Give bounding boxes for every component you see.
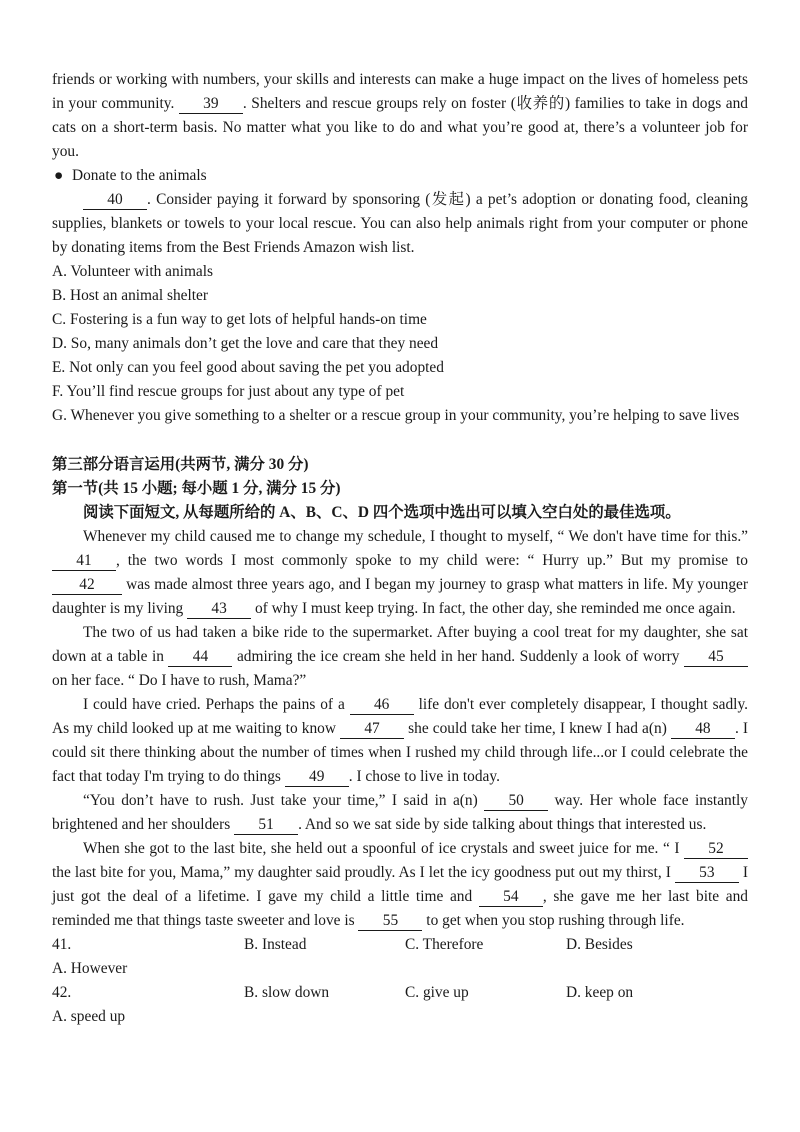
section-title: 第一节(共 15 小题; 每小题 1 分, 满分 15 分) (52, 480, 341, 497)
question-41-b: B. Instead (244, 936, 307, 953)
option-e: E. Not only can you feel good about saving the pet you adopted (52, 359, 444, 376)
text: way. Her whole face instantly brightened and her shoulders (52, 792, 748, 833)
option-b: B. Host an animal shelter (52, 287, 209, 304)
blank-55: 55 (358, 911, 422, 931)
bullet-heading (52, 164, 748, 188)
text: . Shelters and rescue groups rely on foster (收养的) families to take in dogs and cats on a short-term basis. No matter what you like to do and what you’re good at, there’s a volunteer job for you. (52, 95, 748, 160)
text: life don't ever completely disappear, I thought sadly. As my child looked up at me waiting to know (52, 696, 748, 737)
blank-44: 44 (168, 647, 232, 667)
question-number: 41. (52, 936, 72, 953)
option-a: A. Volunteer with animals (52, 263, 214, 280)
text: I could have cried. Perhaps the pains of a (83, 696, 350, 713)
text: “You don’t have to rush. Just take your time,” I said in a(n) (83, 792, 485, 809)
cloze-paragraph (52, 837, 748, 933)
text: . I could sit there thinking about the number of times when I rushed my child through life...or I could celebrate the fact that today I'm trying to do things (52, 720, 749, 785)
question-41-d: D. Besides (566, 936, 633, 953)
blank-41: 41 (52, 551, 116, 571)
page-content (52, 68, 748, 1029)
text: of why I must keep trying. In fact, the other day, she reminded me once again. (251, 600, 736, 617)
text: . I chose to live in today. (348, 768, 500, 785)
cloze-paragraph (52, 621, 748, 693)
text: , she gave me her last bite and reminded me that things taste sweeter and love is (52, 888, 749, 929)
question-42-d: D. keep on (566, 984, 634, 1001)
part-title: 第三部分语言运用(共两节, 满分 30 分) (52, 456, 309, 473)
text: , the two words I most commonly spoke to my child were: “ Hurry up.” But my promise to (116, 552, 748, 569)
cloze-paragraph (52, 789, 748, 837)
text: she could take her time, I knew I had a(n) (404, 720, 671, 737)
passage-paragraph (52, 188, 748, 260)
blank-50: 50 (484, 791, 548, 811)
blank-51: 51 (234, 815, 298, 835)
blank-48: 48 (671, 719, 735, 739)
spacer (52, 428, 748, 453)
blank-40: 40 (83, 190, 147, 210)
blank-43: 43 (187, 599, 251, 619)
question-41-a (52, 933, 244, 981)
text: was made almost three years ago, and I began my journey to grasp what matters in life. My younger daughter is my living (52, 576, 748, 617)
text: The two of us had taken a bike ride to the supermarket. After buying a cool treat for my daughter, she sat down at a table in (52, 624, 748, 665)
option-f: F. You’ll find rescue groups for just about any type of pet (52, 383, 405, 400)
heading-text: Donate to the animals (72, 167, 207, 184)
option-c: C. Fostering is a fun way to get lots of helpful hands-on time (52, 311, 427, 328)
blank-49: 49 (285, 767, 349, 787)
blank-45: 45 (684, 647, 748, 667)
cloze-paragraph (52, 693, 748, 789)
question-41-c: C. Therefore (405, 936, 484, 953)
question-number: 42. (52, 984, 72, 1001)
text: Whenever my child caused me to change my schedule, I thought to myself, “ We don't have time for this.” (83, 528, 748, 545)
text: . And so we sat side by side talking about things that interested us. (298, 816, 707, 833)
question-42-c: C. give up (405, 984, 469, 1001)
instruction: 阅读下面短文, 从每题所给的 A、B、C、D 四个选项中选出可以填入空白处的最佳选项。 (83, 504, 681, 521)
question-42-options (52, 981, 748, 1029)
option-d: D. So, many animals don’t get the love and care that they need (52, 335, 439, 352)
choice-text: A. speed up (52, 1008, 126, 1025)
text: admiring the ice cream she held in her hand. Suddenly a look of worry (232, 648, 684, 665)
question-42-a (52, 981, 244, 1029)
text: on her face. “ Do I have to rush, Mama?” (52, 672, 307, 689)
text: friends or working with numbers, your skills and interests can make a huge impact on the lives of homeless pets in your community. (52, 71, 748, 112)
blank-47: 47 (340, 719, 404, 739)
text: the last bite for you, Mama,” my daughter said proudly. As I let the icy goodness put out my thirst, I (52, 864, 675, 881)
blank-53: 53 (675, 863, 739, 883)
choice-text: A. However (52, 960, 128, 977)
blank-39: 39 (179, 94, 243, 114)
text: to get when you stop rushing through life. (422, 912, 685, 929)
cloze-paragraph (52, 525, 748, 621)
blank-54: 54 (479, 887, 543, 907)
passage-paragraph (52, 68, 748, 164)
option-g: G. Whenever you give something to a shelter or a rescue group in your community, you’re helping to save lives (52, 407, 740, 424)
blank-42: 42 (52, 575, 122, 595)
blank-52: 52 (684, 839, 748, 859)
text: . Consider paying it forward by sponsoring (发起) a pet’s adoption or donating food, cleaning supplies, blankets or towels to your local rescue. You can also help animals right from your computer or phone by donating items from the Best Friends Amazon wish list. (52, 191, 748, 256)
question-42-b: B. slow down (244, 984, 330, 1001)
blank-46: 46 (350, 695, 414, 715)
text: When she got to the last bite, she held out a spoonful of ice crystals and sweet juice for me. “ I (83, 840, 684, 857)
question-41-options (52, 933, 748, 981)
text: I just got the deal of a lifetime. I gave my child a little time and (52, 864, 748, 905)
bullet-icon: ● (54, 167, 64, 184)
